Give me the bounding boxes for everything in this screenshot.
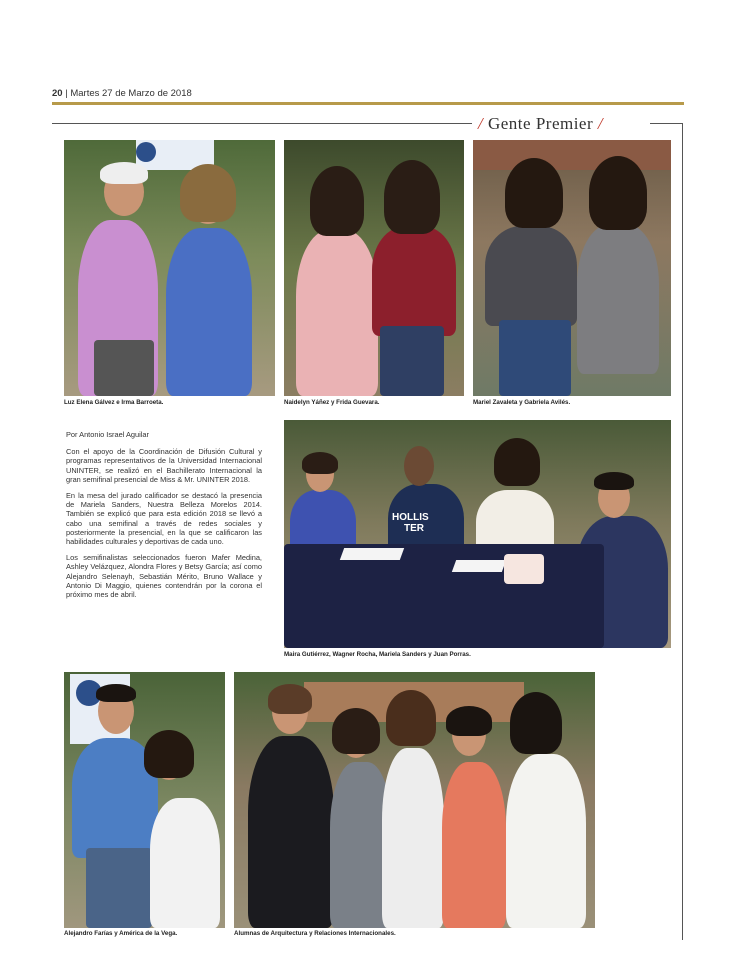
photo-5-caption: Alejandro Farías y América de la Vega. [64, 930, 178, 937]
photo-1-caption: Luz Elena Gálvez e Irma Barroeta. [64, 399, 164, 406]
folio-separator: | [65, 88, 68, 99]
title-slash-close: / [597, 114, 604, 133]
article-paragraph: En la mesa del jurado calificador se destacó la presencia de Mariela Sanders, Nuestra Belleza Morelos 2014. También se explicó que para esta edición 2018 se llevó a cabo una semifinal a través de redes sociales y posteriormente la presencial, en la que se calificaron las habilidades culturales y deportivas de cada uno. [66, 491, 262, 547]
title-slash-open: / [478, 114, 484, 133]
issue-date: Martes 27 de Marzo de 2018 [70, 88, 192, 99]
photo-6 [234, 672, 595, 928]
section-rule-left [52, 123, 472, 124]
photo-4 [284, 420, 671, 648]
photo-3-caption: Mariel Zavaleta y Gabriela Avilés. [473, 399, 571, 406]
section-rule-right [650, 123, 683, 124]
shirt-print-line2: TER [404, 523, 424, 534]
photo-2-caption: Naidelyn Yáñez y Frida Guevara. [284, 399, 380, 406]
article-byline: Por Antonio Israel Aguilar [66, 430, 149, 439]
article-body [66, 430, 262, 606]
article-paragraph: Los semifinalistas seleccionados fueron Mafer Medina, Ashley Velázquez, Alondra Flores y Betsy García; así como Alejandro Selenayh, Sebastián Mérito, Bruno Wallace y Antonio Di Maggio, quienes contendrán por la corona el próximo mes de abril. [66, 553, 262, 600]
article-paragraph: Con el apoyo de la Coordinación de Difusión Cultural y programas representativos de la Universidad Internacional UNINTER, se realizó en el Bachillerato Internacional la gran semifinal presencial de Miss & Mr. UNINTER 2018. [66, 447, 262, 484]
photo-6-caption: Alumnas de Arquitectura y Relaciones Internacionales. [234, 930, 396, 937]
photo-2 [284, 140, 464, 396]
photo-3 [473, 140, 671, 396]
page-right-rule [682, 124, 683, 940]
photo-5 [64, 672, 225, 928]
photo-1 [64, 140, 275, 396]
section-title-text: Gente Premier [487, 114, 594, 133]
page-number: 20 [52, 88, 63, 99]
photo-4-caption: Maira Gutiérrez, Wagner Rocha, Mariela Sanders y Juan Porras. [284, 651, 471, 658]
header-gold-rule [52, 102, 684, 105]
section-title [478, 114, 603, 134]
page-folio [52, 88, 192, 99]
shirt-print-line1: HOLLIS [392, 512, 429, 523]
